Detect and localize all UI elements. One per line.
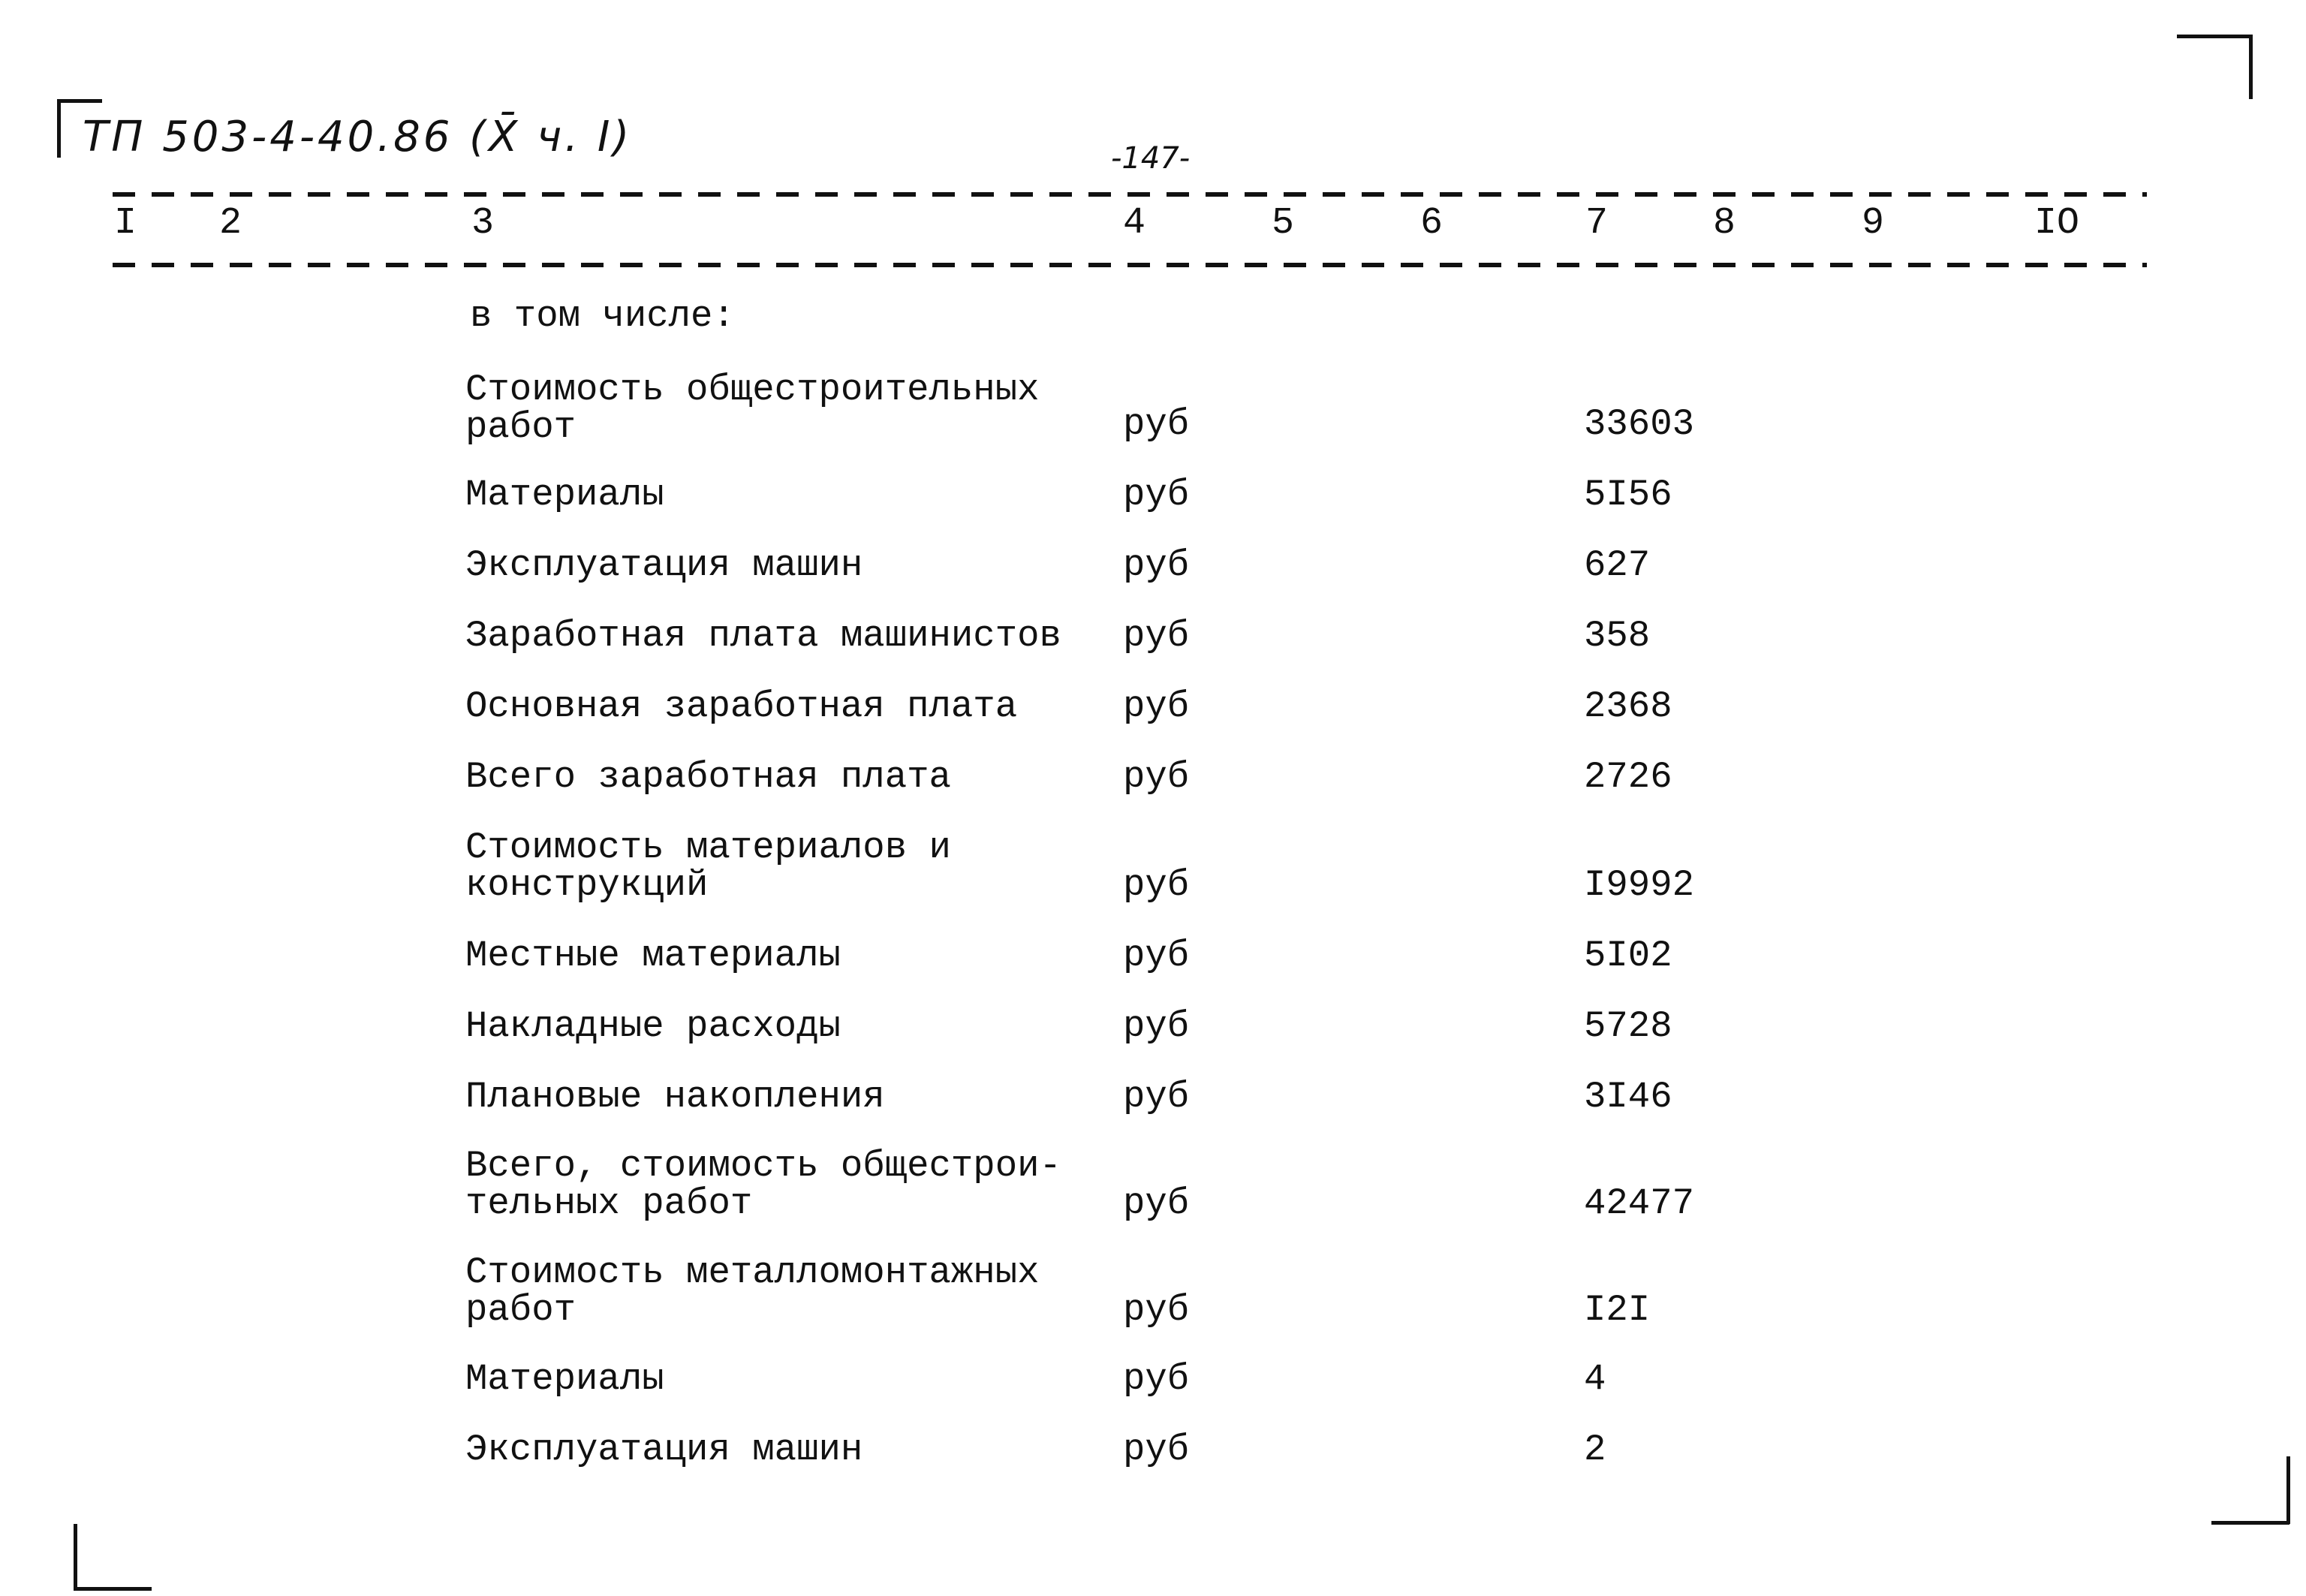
column-number-4: 4 (1123, 202, 1146, 245)
row-unit: руб (1123, 1358, 1190, 1400)
row-unit: руб (1123, 685, 1190, 727)
corner-mark-top-right-vertical (2249, 35, 2253, 99)
row-unit: руб (1123, 756, 1190, 798)
row-value: 3I46 (1584, 1076, 1672, 1118)
page-number: -147- (1111, 141, 1191, 176)
row-unit: руб (1123, 1429, 1190, 1471)
row-description: Эксплуатация машин (465, 544, 863, 586)
column-number-9: 9 (1862, 202, 1885, 245)
row-unit: руб (1123, 1289, 1190, 1331)
row-value: I9992 (1584, 864, 1695, 906)
row-value: 5I56 (1584, 474, 1672, 516)
header-top-rule (113, 192, 2147, 197)
column-number-7: 7 (1585, 202, 1609, 245)
row-value: 33603 (1584, 403, 1695, 445)
column-number-1: I (114, 202, 137, 245)
row-description: Стоимость общестроительных работ (465, 369, 1040, 448)
subheading: в том числе: (470, 295, 735, 337)
column-number-3: 3 (471, 202, 495, 245)
row-unit: руб (1123, 474, 1190, 516)
row-description: Материалы (465, 1358, 664, 1400)
row-description: Накладные расходы (465, 1005, 841, 1047)
row-value: 358 (1584, 615, 1651, 657)
row-value: 5I02 (1584, 935, 1672, 977)
row-unit: руб (1123, 615, 1190, 657)
corner-mark-bottom-right-vertical (2286, 1456, 2290, 1524)
row-value: 4 (1584, 1358, 1606, 1400)
corner-mark-bottom-left-horizontal (74, 1587, 152, 1591)
row-value: 2 (1584, 1429, 1606, 1471)
header-bottom-rule (113, 263, 2147, 267)
row-unit: руб (1123, 935, 1190, 977)
row-value: I2I (1584, 1289, 1651, 1331)
row-description: Всего, стоимость общестрои- тельных работ (465, 1145, 1061, 1224)
row-description: Всего заработная плата (465, 756, 951, 798)
column-number-10: IO (2034, 202, 2080, 245)
row-value: 627 (1584, 544, 1651, 586)
row-description: Местные материалы (465, 935, 841, 977)
row-value: 2368 (1584, 685, 1672, 727)
column-number-6: 6 (1420, 202, 1444, 245)
document-code: ТП 503-4-40.86 (X̄ ч. I) (83, 113, 633, 161)
row-description: Эксплуатация машин (465, 1429, 863, 1471)
row-description: Плановые накопления (465, 1076, 885, 1118)
row-description: Стоимость металломонтажных работ (465, 1251, 1040, 1331)
row-description: Стоимость материалов и конструкций (465, 827, 951, 906)
row-value: 42477 (1584, 1182, 1695, 1224)
row-unit: руб (1123, 544, 1190, 586)
column-number-8: 8 (1713, 202, 1736, 245)
column-number-5: 5 (1272, 202, 1295, 245)
row-description: Основная заработная плата (465, 685, 1018, 727)
row-unit: руб (1123, 1005, 1190, 1047)
corner-mark-top-left-horizontal (57, 99, 102, 103)
corner-mark-bottom-right-horizontal (2211, 1521, 2289, 1525)
row-unit: руб (1123, 864, 1190, 906)
column-number-2: 2 (219, 202, 242, 245)
corner-mark-top-left-vertical (57, 99, 61, 158)
row-unit: руб (1123, 403, 1190, 445)
row-value: 5728 (1584, 1005, 1672, 1047)
row-description: Материалы (465, 474, 664, 516)
row-description: Заработная плата машинистов (465, 615, 1061, 657)
row-unit: руб (1123, 1076, 1190, 1118)
corner-mark-bottom-left-vertical (74, 1524, 77, 1590)
corner-mark-top-right-horizontal (2177, 35, 2252, 38)
row-value: 2726 (1584, 756, 1672, 798)
row-unit: руб (1123, 1182, 1190, 1224)
